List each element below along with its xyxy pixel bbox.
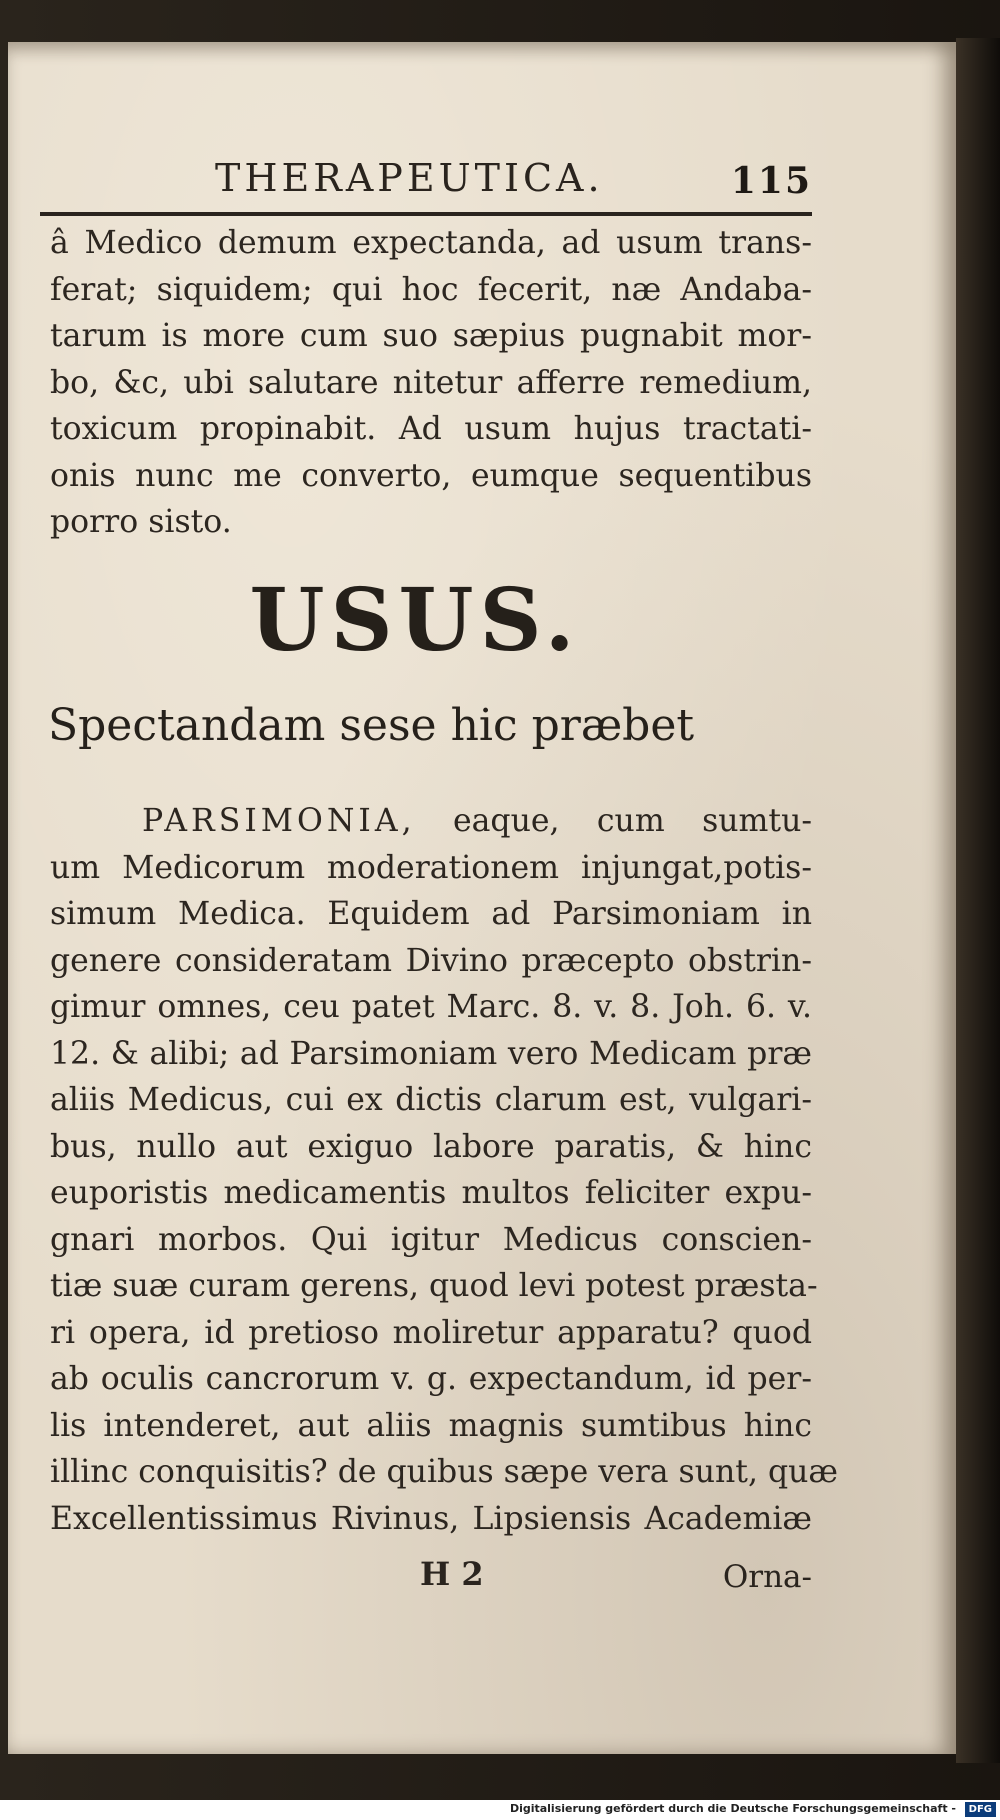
running-head xyxy=(40,156,812,206)
text-line: ri opera, id pretioso moliretur apparatu? quod xyxy=(50,1314,812,1351)
text-line: â Medico demum expectanda, ad usum trans- xyxy=(50,225,812,261)
text-line: Excellentissimus Rivinus, Lipsiensis Academiæ xyxy=(50,1500,812,1537)
page-number: 115 xyxy=(730,160,812,202)
text-line: euporistis medicamentis multos feliciter expu- xyxy=(50,1175,812,1211)
credit-text: Digitalisierung gefördert durch die Deutsche Forschungsgemeinschaft - xyxy=(509,1802,956,1815)
text-line: toxicum propinabit. Ad usum hujus tractati- xyxy=(50,411,812,447)
dfg-logo: DFG xyxy=(965,1802,996,1817)
text-line: porro sisto. xyxy=(50,504,232,540)
text-line: lis intenderet, aut aliis magnis sumtibus hinc xyxy=(50,1407,812,1444)
text-line: onis nunc me converto, eumque sequentibus xyxy=(50,457,812,494)
paragraph-1 xyxy=(50,220,812,546)
catchword: Orna- xyxy=(722,1559,812,1595)
text-line: tarum is more cum suo sæpius pugnabit mor- xyxy=(50,318,812,354)
text-line: um Medicorum moderationem injungat,potis- xyxy=(50,849,812,886)
text-line: illinc conquisitis? de quibus sæpe vera sunt, quæ xyxy=(50,1454,839,1490)
text-line: 12. & alibi; ad Parsimoniam vero Medicam præ xyxy=(50,1035,812,1072)
text-line: ferat; siquidem; qui hoc fecerit, næ Andaba- xyxy=(50,271,812,308)
section-subheading: Spectandam sese hic præbet xyxy=(48,700,695,751)
signature-mark: H 2 xyxy=(420,1555,484,1593)
text-line: gimur omnes, ceu patet Marc. 8. v. 8. Joh. 6. v. xyxy=(50,989,812,1025)
text-line: genere consideratam Divino præcepto obstrin- xyxy=(50,942,812,979)
text-line: bo, &c, ubi salutare nitetur afferre remedium, xyxy=(50,364,812,401)
text-fragment: eaque, cum sumtu- xyxy=(453,803,812,839)
running-title: THERAPEUTICA. xyxy=(215,156,604,200)
book-edge xyxy=(956,38,1000,1763)
paragraph-2 xyxy=(50,798,839,1542)
page-footer xyxy=(40,1555,812,1605)
text-line-first xyxy=(50,798,812,845)
text-line: aliis Medicus, cui ex dictis clarum est, vulgari- xyxy=(50,1082,812,1118)
header-rule xyxy=(40,212,812,216)
text-line: simum Medica. Equidem ad Parsimoniam in xyxy=(50,896,812,932)
text-line: bus, nullo aut exiguo labore paratis, & hinc xyxy=(50,1128,812,1165)
text-line: tiæ suæ curam gerens, quod levi potest præsta- xyxy=(50,1268,818,1304)
lead-word: PARSIMONIA, xyxy=(142,803,416,839)
section-heading: USUS. xyxy=(249,570,581,671)
text-line: ab oculis cancrorum v. g. expectandum, id per- xyxy=(50,1361,812,1397)
text-line: gnari morbos. Qui igitur Medicus conscien- xyxy=(50,1221,812,1258)
credit-bar xyxy=(0,1800,1000,1820)
